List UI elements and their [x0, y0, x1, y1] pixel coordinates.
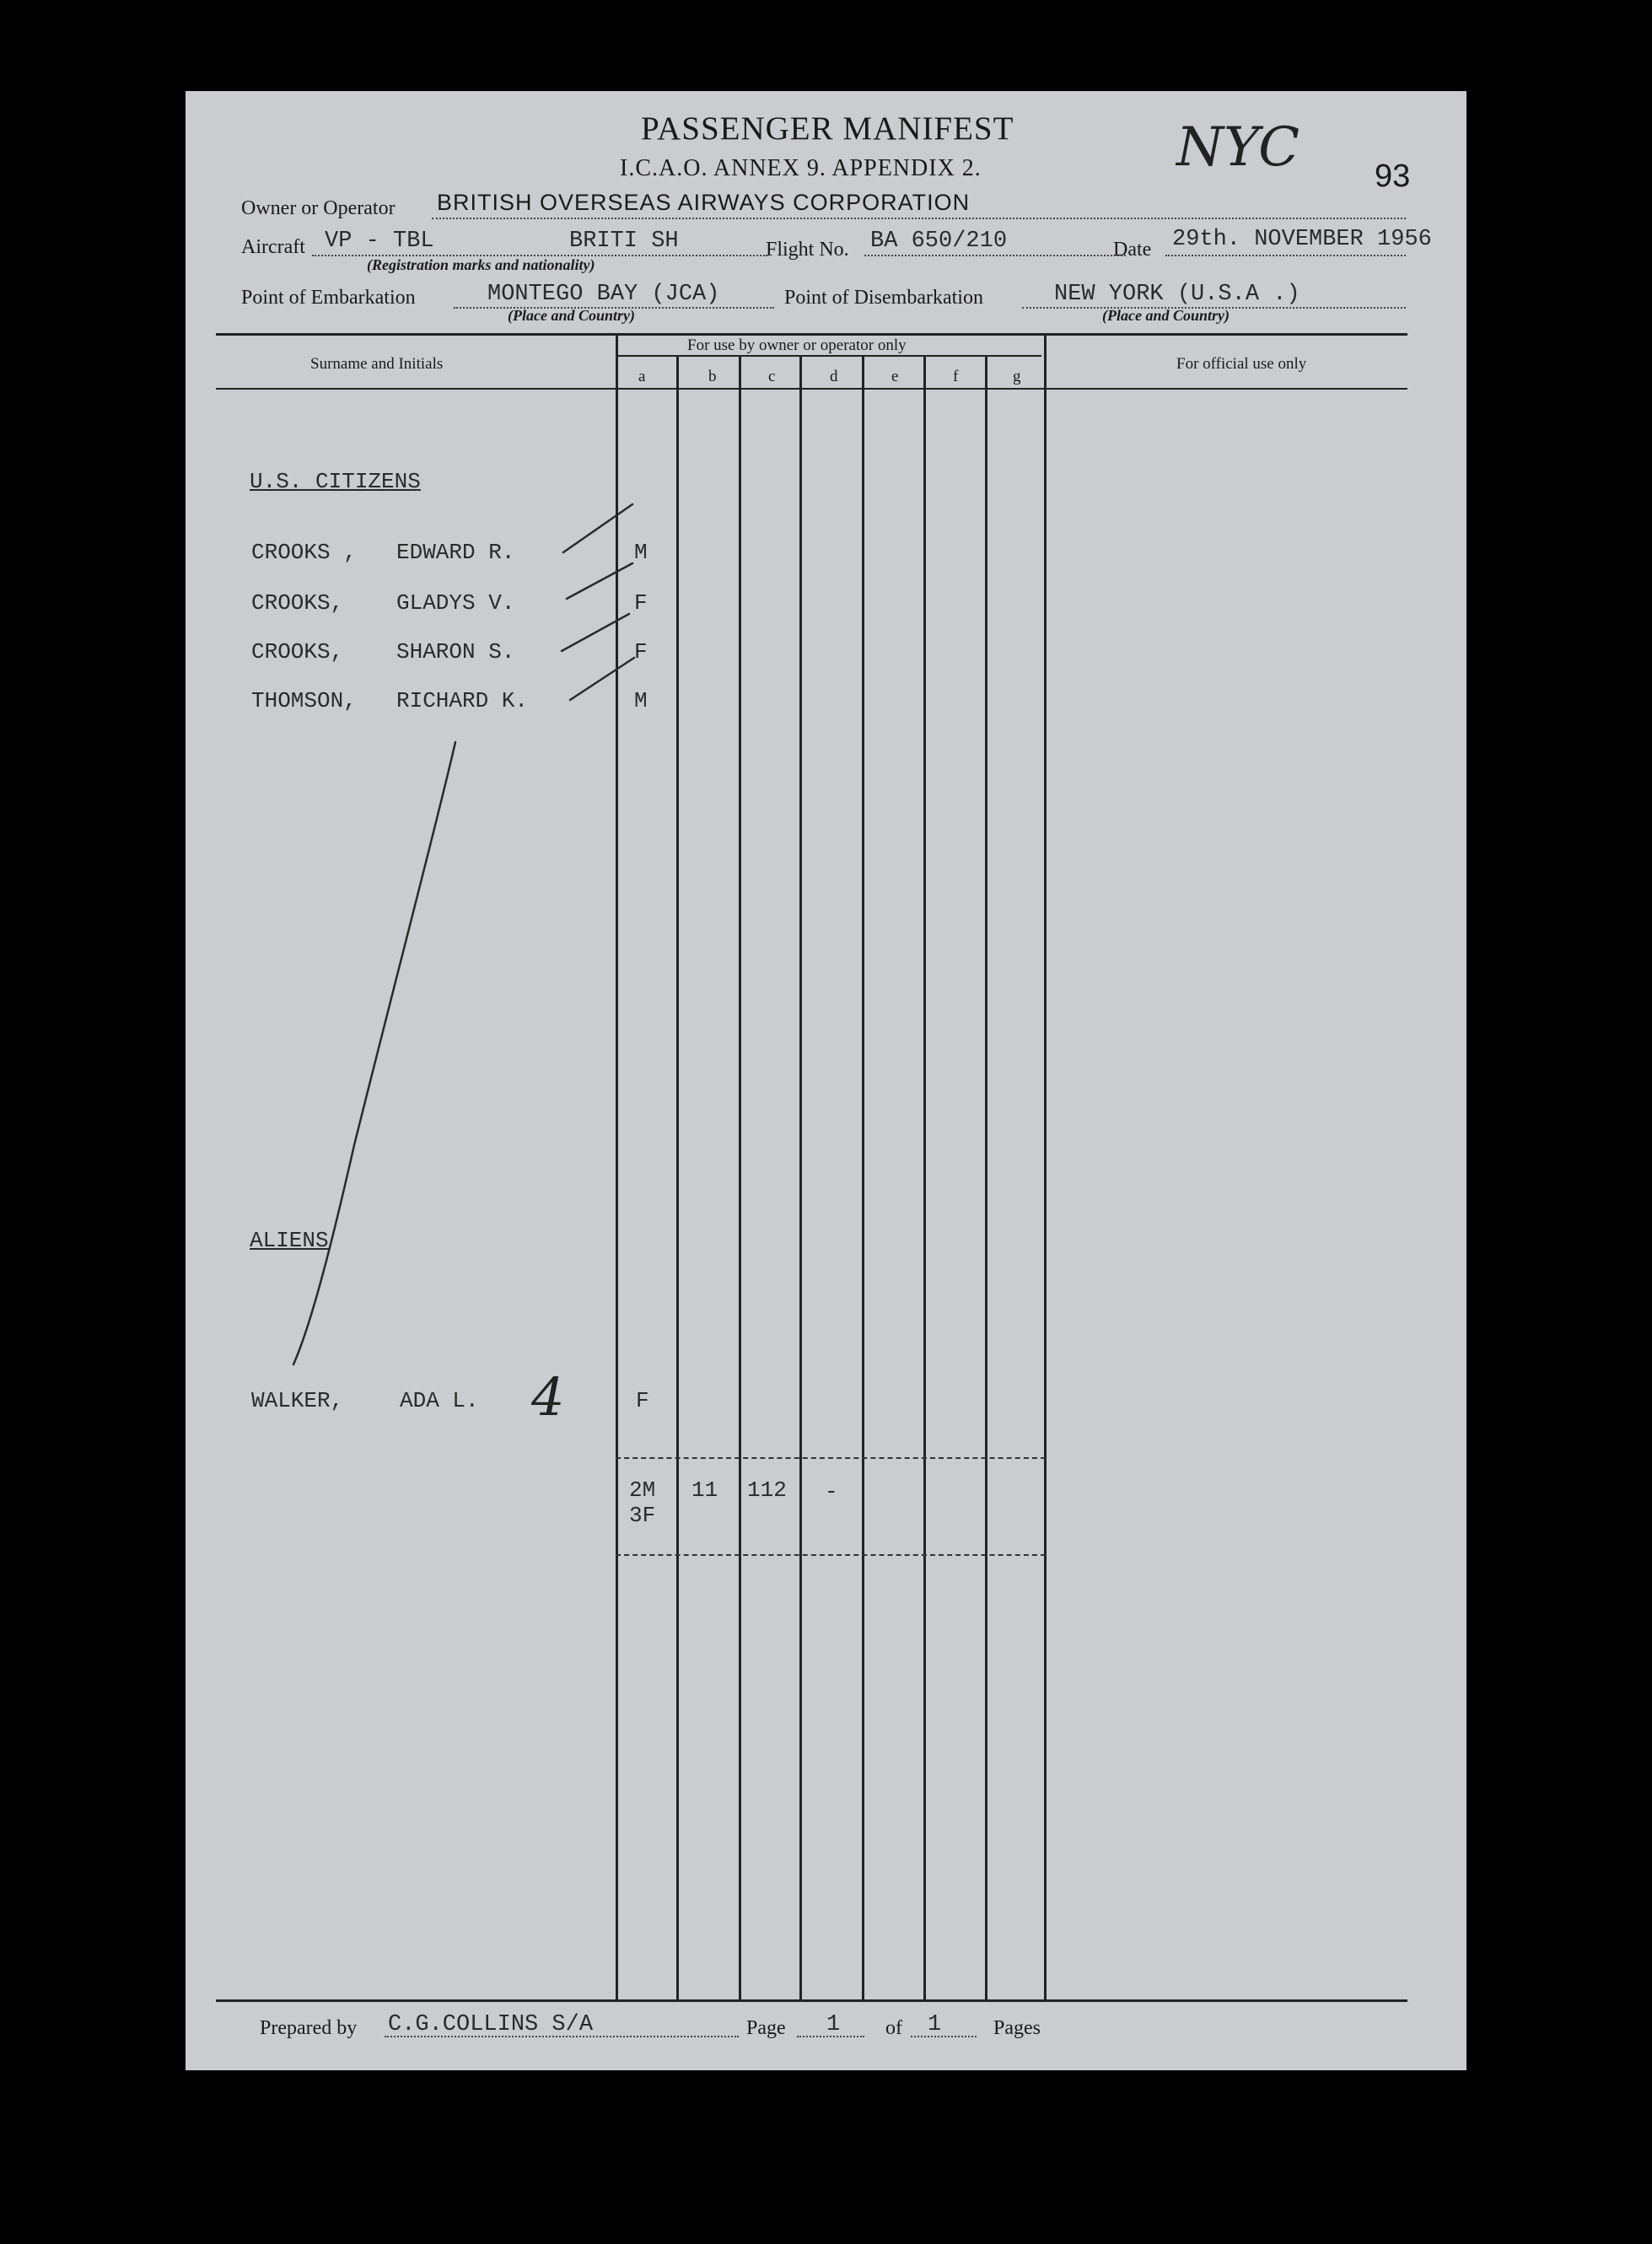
aircraft-label: Aircraft	[241, 236, 305, 258]
subcol-f: f	[953, 368, 959, 385]
owner-label: Owner or Operator	[241, 197, 396, 219]
col-name-header: Surname and Initials	[310, 355, 444, 373]
passenger-3-sex: F	[634, 639, 648, 665]
passenger-4-given: RICHARD K.	[396, 688, 529, 713]
handwritten-city: NYC	[1176, 116, 1300, 179]
aircraft-note: (Registration marks and nationality)	[367, 256, 595, 273]
prepared-value: C.G.COLLINS S/A	[388, 2012, 594, 2037]
subcol-a: a	[638, 368, 646, 385]
owner-value: BRITISH OVERSEAS AIRWAYS CORPORATION	[437, 190, 971, 215]
form-subtitle: I.C.A.O. ANNEX 9. APPENDIX 2.	[620, 155, 982, 181]
form-title: PASSENGER MANIFEST	[641, 110, 1014, 147]
disembark-label: Point of Disembarkation	[784, 287, 983, 309]
aliens-heading: ALIENS	[250, 1228, 329, 1253]
page-label: Page	[746, 2017, 786, 2039]
col-owner-use-header: For use by owner or operator only	[687, 336, 907, 354]
passenger-1-surname: CROOKS ,	[251, 540, 357, 565]
alien-1-given: ADA L.	[400, 1388, 479, 1413]
flight-value: BA 650/210	[870, 229, 1008, 254]
passenger-3-surname: CROOKS,	[251, 639, 344, 665]
of-label: of	[885, 2017, 902, 2039]
of-line	[911, 2036, 977, 2037]
col-official-header: For official use only	[1176, 355, 1307, 373]
checkmark-stroke-1	[563, 504, 632, 552]
us-citizens-heading: U.S. CITIZENS	[250, 469, 421, 494]
total-a-line2: 3F	[629, 1503, 656, 1528]
page-line	[797, 2036, 864, 2037]
subcol-e: e	[891, 368, 899, 385]
pen-strokes	[186, 91, 1466, 2070]
manifest-sheet	[186, 91, 1466, 2070]
alien-1-surname: WALKER,	[251, 1388, 344, 1413]
subcol-g: g	[1013, 368, 1021, 385]
checkmark-stroke-3	[562, 614, 629, 651]
subcol-d: d	[830, 368, 838, 385]
checkmark-stroke-4	[570, 658, 634, 700]
disembark-value: NEW YORK (U.S.A .)	[1054, 282, 1300, 307]
aircraft-nationality: BRITI SH	[569, 229, 679, 254]
passenger-1-given: EDWARD R.	[396, 540, 515, 565]
passenger-2-surname: CROOKS,	[251, 590, 344, 616]
total-b: 11	[691, 1477, 718, 1503]
alien-1-handwritten-note: 4	[531, 1366, 565, 1428]
total-d: -	[825, 1479, 838, 1504]
date-value: 29th. NOVEMBER 1956	[1172, 227, 1432, 252]
disembark-note: (Place and Country)	[1102, 307, 1230, 324]
embark-value: MONTEGO BAY (JCA)	[487, 282, 720, 307]
page-stamp: 93	[1375, 159, 1411, 194]
embark-label: Point of Embarkation	[241, 287, 416, 309]
checkmark-stroke-2	[567, 563, 632, 599]
passenger-1-sex: M	[634, 540, 648, 565]
aircraft-registration: VP - TBL	[325, 229, 434, 254]
pages-label: Pages	[993, 2017, 1041, 2039]
subcol-c: c	[768, 368, 776, 385]
of-value: 1	[928, 2012, 942, 2037]
alien-1-sex: F	[636, 1388, 649, 1413]
flight-label: Flight No.	[766, 239, 849, 261]
passenger-4-surname: THOMSON,	[251, 688, 357, 713]
passenger-2-given: GLADYS V.	[396, 590, 515, 616]
date-label: Date	[1113, 239, 1152, 261]
passenger-4-sex: M	[634, 688, 648, 713]
prepared-label: Prepared by	[260, 2017, 358, 2039]
prepared-line	[385, 2036, 739, 2037]
subcol-b: b	[708, 368, 717, 385]
passenger-2-sex: F	[634, 590, 648, 616]
passenger-3-given: SHARON S.	[396, 639, 515, 665]
total-c: 112	[747, 1477, 787, 1503]
total-a-line1: 2M	[629, 1477, 656, 1503]
long-bracket-stroke	[293, 742, 455, 1364]
page-value: 1	[826, 2012, 841, 2037]
embark-note: (Place and Country)	[508, 307, 635, 324]
